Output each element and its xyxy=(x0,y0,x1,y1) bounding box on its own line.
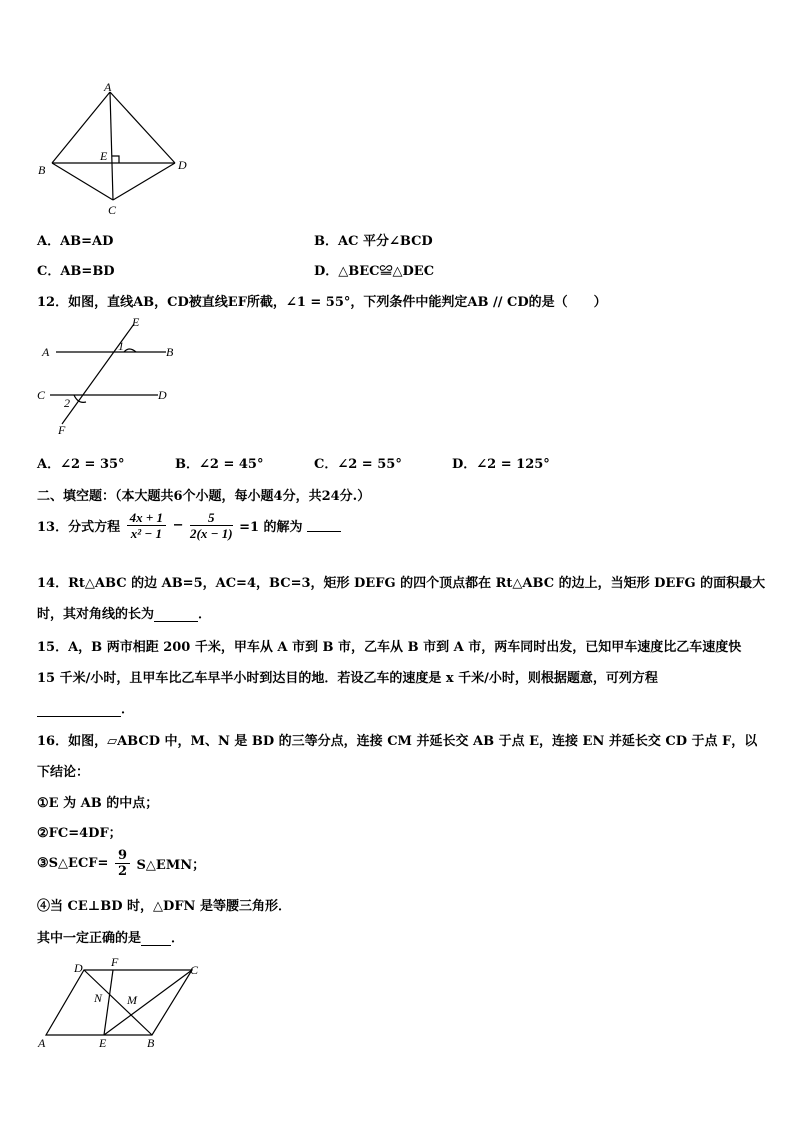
angle-1-label: 1 xyxy=(118,339,124,353)
q13-frac1-den: x² − 1 xyxy=(130,526,162,541)
q11-figure xyxy=(30,78,200,223)
q16-c3-prefix: ③S△ECF= xyxy=(37,856,109,871)
q15-answer: ． xyxy=(37,698,134,717)
label-N: N xyxy=(94,991,103,1005)
q16-conclusion-1: ①E 为 AB 的中点； xyxy=(37,796,159,811)
q16-conclusion-3 xyxy=(37,848,205,879)
q11-option-d[interactable]: D．△BEC≌△DEC xyxy=(314,264,435,279)
label-E: E xyxy=(99,1036,107,1050)
label-B: B xyxy=(38,163,46,177)
label-E: E xyxy=(100,149,108,163)
label-D: D xyxy=(74,961,83,975)
angle-2-label: 2 xyxy=(64,396,70,410)
q13-frac2-num: 5 xyxy=(190,510,233,526)
section-heading: 二、填空题：（本大题共6个小题，每小题4分，共24分.） xyxy=(37,489,371,504)
q14-line1: 14．Rt△ABC 的边 AB=5，AC=4，BC=3，矩形 DEFG 的四个顶点都在 Rt△ABC 的边上，当矩形 DEFG 的面积最大 xyxy=(37,576,766,591)
q12-stem: 12．如图，直线AB，CD被直线EF所截，∠1 = 55°，下列条件中能判定AB // CD的是（ ） xyxy=(37,295,607,310)
q13-fraction-1 xyxy=(127,510,166,541)
label-A: A xyxy=(104,80,112,94)
q14-line2: 时，其对角线的长为 ． xyxy=(37,607,212,622)
q16-answer-blank[interactable] xyxy=(141,933,171,946)
label-D: D xyxy=(158,388,167,402)
q15-answer-blank[interactable] xyxy=(37,704,121,717)
q13-fraction-2 xyxy=(190,510,233,541)
q11-option-a[interactable]: A．AB=AD xyxy=(37,234,114,249)
q16-c3-den: 2 xyxy=(117,864,127,879)
label-C: C xyxy=(190,963,199,977)
label-F: F xyxy=(111,955,119,969)
label-B: B xyxy=(147,1036,155,1050)
q14-line2-text: 时，其对角线的长为 xyxy=(37,607,155,622)
q16-c3-fraction xyxy=(115,848,130,879)
label-D: D xyxy=(178,158,187,172)
label-A: A xyxy=(38,1036,46,1050)
q13-frac1-num: 4x + 1 xyxy=(127,510,166,526)
q12-option-a[interactable]: A．∠2 = 35° xyxy=(37,457,125,472)
label-A: A xyxy=(42,345,50,359)
q16-line1: 16．如图，▱ABCD 中，M、N 是 BD 的三等分点，连接 CM 并延长交 AB 于点 E，连接 EN 并延长交 CD 于点 F，以 xyxy=(37,734,758,749)
label-M: M xyxy=(127,993,137,1007)
label-F: F xyxy=(58,423,66,437)
q16-figure xyxy=(34,952,209,1050)
q13-prefix: 13．分式方程 xyxy=(37,520,121,535)
q11-option-c[interactable]: C．AB=BD xyxy=(37,264,115,279)
q14-answer-blank[interactable] xyxy=(154,609,198,622)
label-C: C xyxy=(108,203,117,217)
q12-option-b[interactable]: B．∠2 = 45° xyxy=(175,457,264,472)
q13-suffix: =1 的解为 xyxy=(239,520,303,535)
label-C: C xyxy=(37,388,46,402)
q12-option-c[interactable]: C．∠2 = 55° xyxy=(314,457,402,472)
q16-conclusion-4: ④当 CE⊥BD 时，△DFN 是等腰三角形． xyxy=(37,899,291,914)
q16-ask: 其中一定正确的是 ． xyxy=(37,931,185,946)
q13-answer-blank[interactable] xyxy=(307,519,341,532)
label-E: E xyxy=(132,315,140,329)
q13-frac2-den: 2(x − 1) xyxy=(190,526,233,541)
q15-line2: 15 千米/小时，且甲车比乙车早半小时到达目的地．若设乙车的速度是 x 千米/小时，则根据题意，可列方程 xyxy=(37,671,658,686)
q16-c3-num: 9 xyxy=(115,848,130,864)
q16-conclusion-2: ②FC=4DF； xyxy=(37,826,122,841)
q16-c3-suffix: S△EMN； xyxy=(136,858,206,873)
q13-minus: − xyxy=(172,518,184,533)
q15-line1: 15．A，B 两市相距 200 千米，甲车从 A 市到 B 市，乙车从 B 市到 A 市，两车同时出发，已知甲车速度比乙车速度快 xyxy=(37,640,742,655)
q16-ask-text: 其中一定正确的是 xyxy=(37,931,142,946)
q12-figure xyxy=(34,312,194,440)
q16-line2: 下结论： xyxy=(37,765,90,780)
q12-option-d[interactable]: D．∠2 = 125° xyxy=(452,457,550,472)
q13 xyxy=(37,510,341,541)
q11-option-b[interactable]: B．AC 平分∠BCD xyxy=(314,234,433,249)
label-B: B xyxy=(166,345,174,359)
